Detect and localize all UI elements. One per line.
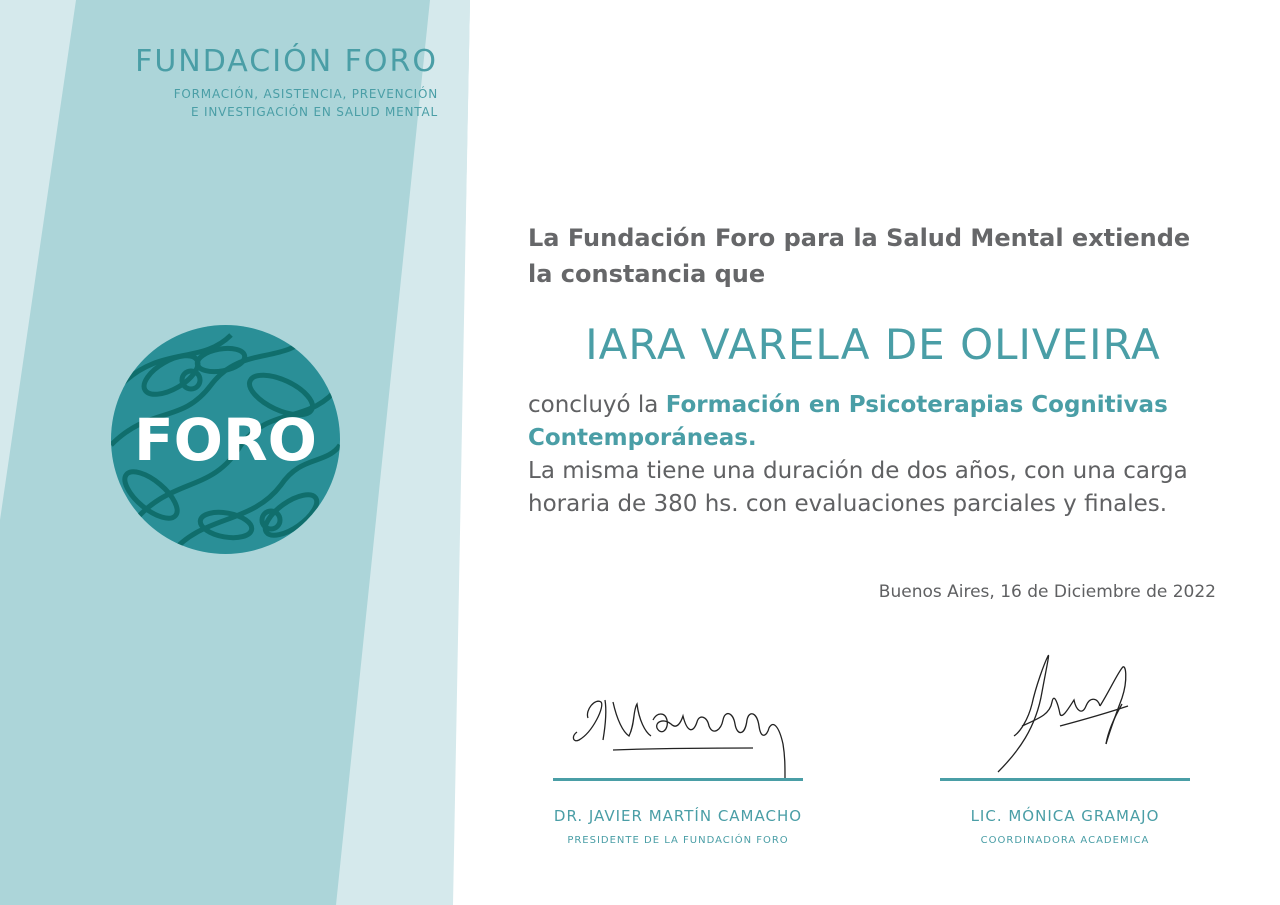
signer-role-coordinator: COORDINADORA ACADEMICA [980,835,1150,846]
completion-prefix: concluyó la [528,392,666,418]
recipient-name: IARA VARELA DE OLIVEIRA [585,320,1161,369]
signer-name-coordinator: LIC. MÓNICA GRAMAJO [970,807,1160,825]
signer-role-president: PRESIDENTE DE LA FUNDACIÓN FORO [567,835,789,846]
completion-text [528,389,1218,521]
course-detail: La misma tiene una duración de dos años, con una carga horaria de 380 hs. con evaluaciones parciales y finales. [528,458,1188,517]
brand-title: FUNDACIÓN FORO [135,44,438,79]
brand-header [135,44,438,121]
signature-block-president [553,640,803,846]
intro-text: La Fundación Foro para la Salud Mental extiende la constancia que [528,224,1191,288]
logo-text: FORO [134,405,317,474]
signature-image-gramajo [940,640,1190,778]
issue-date: Buenos Aires, 16 de Diciembre de 2022 [878,582,1216,602]
course-name: Formación en Psicoterapias Cognitivas Contemporáneas. [528,392,1168,451]
certificate-body [528,220,1228,521]
signature-block-coordinator [940,640,1190,846]
brand-subtitle-line-1: FORMACIÓN, ASISTENCIA, PREVENCIÓN [173,87,438,101]
signature-line-coordinator [940,778,1190,781]
brand-subtitle [135,85,438,121]
brand-subtitle-line-2: E INVESTIGACIÓN EN SALUD MENTAL [191,105,438,119]
signature-image-camacho [553,640,803,778]
signature-line-president [553,778,803,781]
signer-name-president: DR. JAVIER MARTÍN CAMACHO [553,807,803,825]
